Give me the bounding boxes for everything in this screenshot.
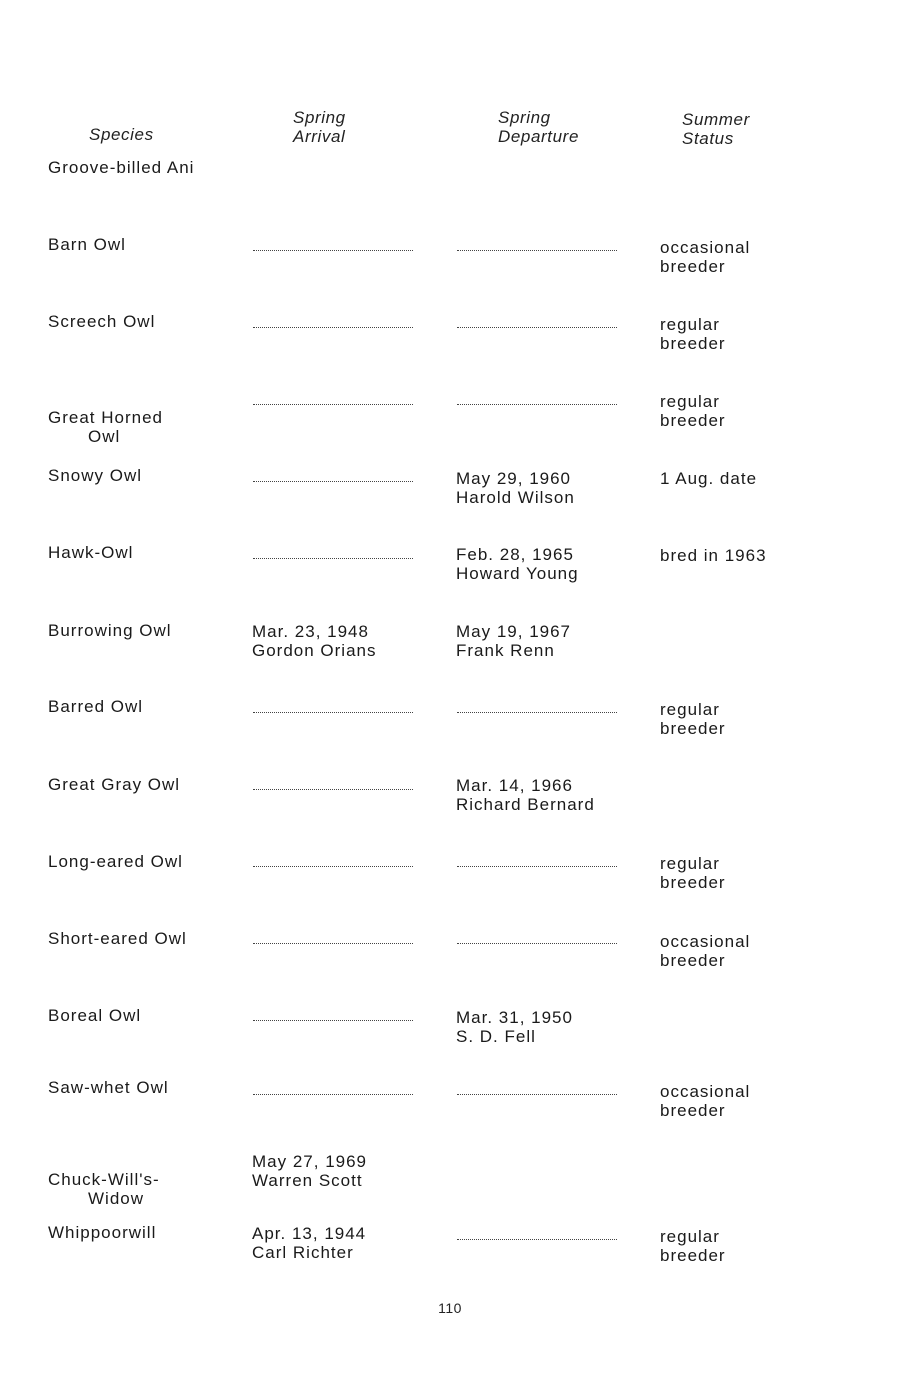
species-name-line2: Widow [88, 1189, 145, 1208]
species-name-line1: Chuck-Will's- [48, 1170, 160, 1189]
species-name: Boreal Owl [48, 1006, 142, 1025]
spring-departure: Mar. 14, 1966 Richard Bernard [456, 776, 595, 814]
summer-status: regular breeder [660, 700, 726, 738]
species-name: Burrowing Owl [48, 621, 172, 640]
spring-departure: Mar. 31, 1950 S. D. Fell [456, 1008, 573, 1046]
blank-arrival-line [253, 1020, 413, 1021]
spring-departure: Feb. 28, 1965 Howard Young [456, 545, 579, 583]
species-name: Hawk-Owl [48, 543, 134, 562]
summer-status: regular breeder [660, 1227, 726, 1265]
summer-status: occasional breeder [660, 1082, 751, 1120]
species-name: Snowy Owl [48, 466, 143, 485]
spring-departure: May 19, 1967 Frank Renn [456, 622, 572, 660]
summer-status: occasional breeder [660, 932, 751, 970]
blank-arrival-line [253, 250, 413, 251]
blank-departure-line [457, 712, 617, 713]
summer-status: regular breeder [660, 392, 726, 430]
species-name: Short-eared Owl [48, 929, 187, 948]
species-name: Screech Owl [48, 312, 156, 331]
species-name [48, 389, 238, 465]
spring-arrival: May 27, 1969 Warren Scott [252, 1152, 368, 1190]
summer-status: occasional breeder [660, 238, 751, 276]
species-name: Long-eared Owl [48, 852, 183, 871]
summer-status: bred in 1963 [660, 546, 767, 565]
blank-departure-line [457, 327, 617, 328]
blank-arrival-line [253, 789, 413, 790]
spring-arrival: Mar. 23, 1948 Gordon Orians [252, 622, 377, 660]
spring-arrival: Apr. 13, 1944 Carl Richter [252, 1224, 367, 1262]
blank-departure-line [457, 943, 617, 944]
blank-arrival-line [253, 712, 413, 713]
summer-status: 1 Aug. date [660, 469, 758, 488]
blank-arrival-line [253, 943, 413, 944]
header-spring-departure: Spring Departure [498, 108, 579, 146]
species-name: Groove-billed Ani [48, 158, 195, 177]
blank-arrival-line [253, 404, 413, 405]
species-name-line1: Great Horned [48, 408, 163, 427]
header-spring-arrival: Spring Arrival [293, 108, 346, 146]
blank-departure-line [457, 1239, 617, 1240]
species-name: Saw-whet Owl [48, 1078, 169, 1097]
blank-arrival-line [253, 327, 413, 328]
species-name: Whippoorwill [48, 1223, 157, 1242]
summer-status: regular breeder [660, 854, 726, 892]
blank-departure-line [457, 866, 617, 867]
blank-arrival-line [253, 481, 413, 482]
header-species: Species [89, 125, 154, 144]
blank-departure-line [457, 1094, 617, 1095]
page-number: 110 [438, 1300, 462, 1316]
species-name-line2: Owl [88, 427, 121, 446]
summer-status: regular breeder [660, 315, 726, 353]
species-name [48, 1151, 238, 1227]
header-summer-status: Summer Status [682, 110, 750, 148]
blank-departure-line [457, 404, 617, 405]
blank-arrival-line [253, 558, 413, 559]
spring-departure: May 29, 1960 Harold Wilson [456, 469, 575, 507]
blank-departure-line [457, 250, 617, 251]
species-name: Great Gray Owl [48, 775, 181, 794]
species-name: Barred Owl [48, 697, 144, 716]
blank-arrival-line [253, 866, 413, 867]
species-name: Barn Owl [48, 235, 126, 254]
blank-arrival-line [253, 1094, 413, 1095]
